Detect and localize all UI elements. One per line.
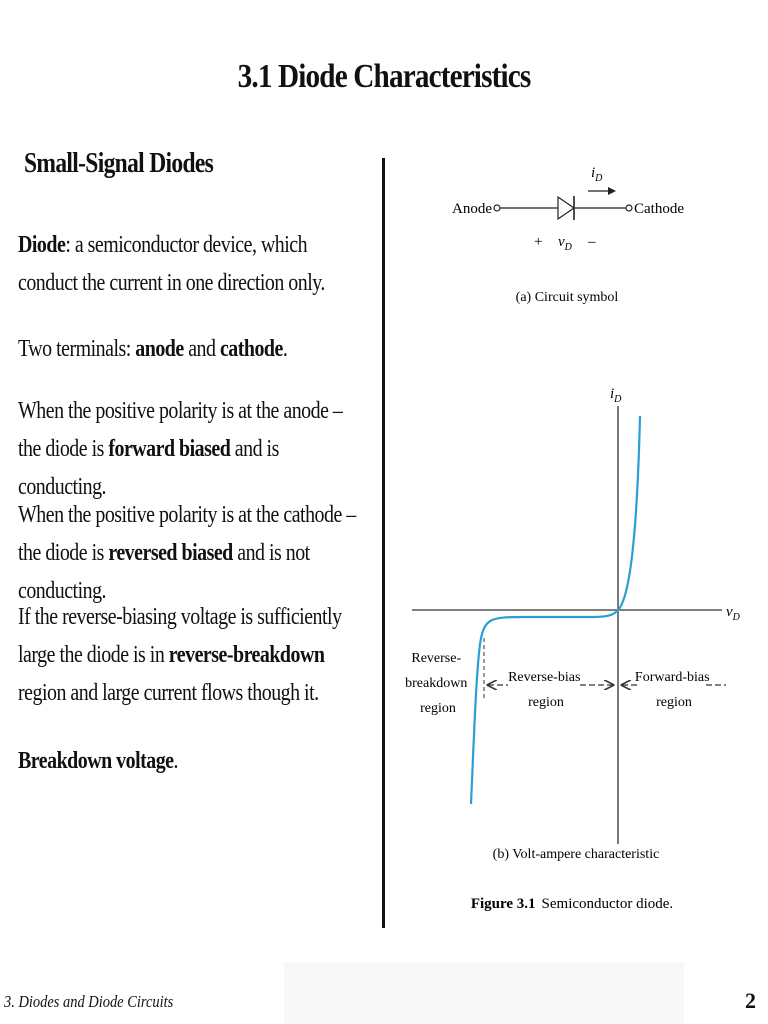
- section-subtitle: Small-Signal Diodes: [24, 148, 214, 179]
- volt-ampere-graph: [404, 376, 760, 916]
- minus-sign: –: [588, 234, 596, 250]
- term-anode: anode: [135, 336, 184, 362]
- paragraph-diode-definition: Diode: a semiconductor device, which conduct the current in one direction only.: [18, 232, 325, 296]
- paragraph-terminals: Two terminals: anode and cathode.: [18, 336, 288, 362]
- paragraph-forward-bias: When the positive polarity is at the anode – the diode is forward biased and is conducting.: [18, 398, 343, 500]
- circuit-symbol-caption: (a) Circuit symbol: [515, 290, 619, 305]
- x-axis-label: $v_D$: [726, 604, 740, 623]
- cathode-label: Cathode: [634, 201, 684, 217]
- term-reversed-biased: reversed biased: [108, 540, 233, 566]
- voltage-label: $v_D$: [558, 234, 572, 253]
- diode-triangle: [558, 197, 574, 219]
- reverse-bias-region-label: Reverse-bias region: [508, 670, 581, 710]
- paragraph-reverse-bias: When the positive polarity is at the cathode – the diode is reversed biased and is not conducting.: [18, 502, 356, 604]
- footer-course-title: 3. Diodes and Diode Circuits: [4, 992, 174, 1011]
- diode-circuit-symbol: [440, 160, 740, 310]
- paragraph-breakdown: If the reverse-biasing voltage is sufficiently large the diode is in reverse-breakdown region and large current flows though it.: [18, 604, 342, 706]
- anode-label: Anode: [452, 201, 492, 217]
- cathode-terminal: [626, 205, 632, 211]
- footer-shade: [284, 962, 684, 1024]
- current-arrow-head: [608, 187, 616, 195]
- term-diode: Diode: [18, 232, 66, 258]
- anode-terminal: [494, 205, 500, 211]
- current-label: $i_D$: [591, 165, 603, 184]
- column-divider: [382, 158, 385, 928]
- breakdown-region-label: Reverse- breakdown region: [405, 651, 468, 716]
- term-reverse-breakdown: reverse-breakdown: [168, 642, 325, 668]
- slide-title: 3.1 Diode Characteristics: [237, 58, 531, 95]
- term-forward-biased: forward biased: [108, 436, 231, 462]
- figure-label: Figure 3.1 Semiconductor diode.: [470, 896, 674, 912]
- forward-bias-region-label: Forward-bias region: [634, 670, 710, 710]
- graph-caption: (b) Volt-ampere characteristic: [492, 847, 660, 862]
- term-breakdown-voltage: Breakdown voltage: [18, 748, 174, 774]
- plus-sign: +: [534, 234, 543, 250]
- y-axis-label: $i_D$: [610, 386, 622, 405]
- paragraph-breakdown-voltage: Breakdown voltage.: [18, 748, 179, 774]
- page-number: 2: [745, 988, 756, 1013]
- term-cathode: cathode: [219, 336, 283, 362]
